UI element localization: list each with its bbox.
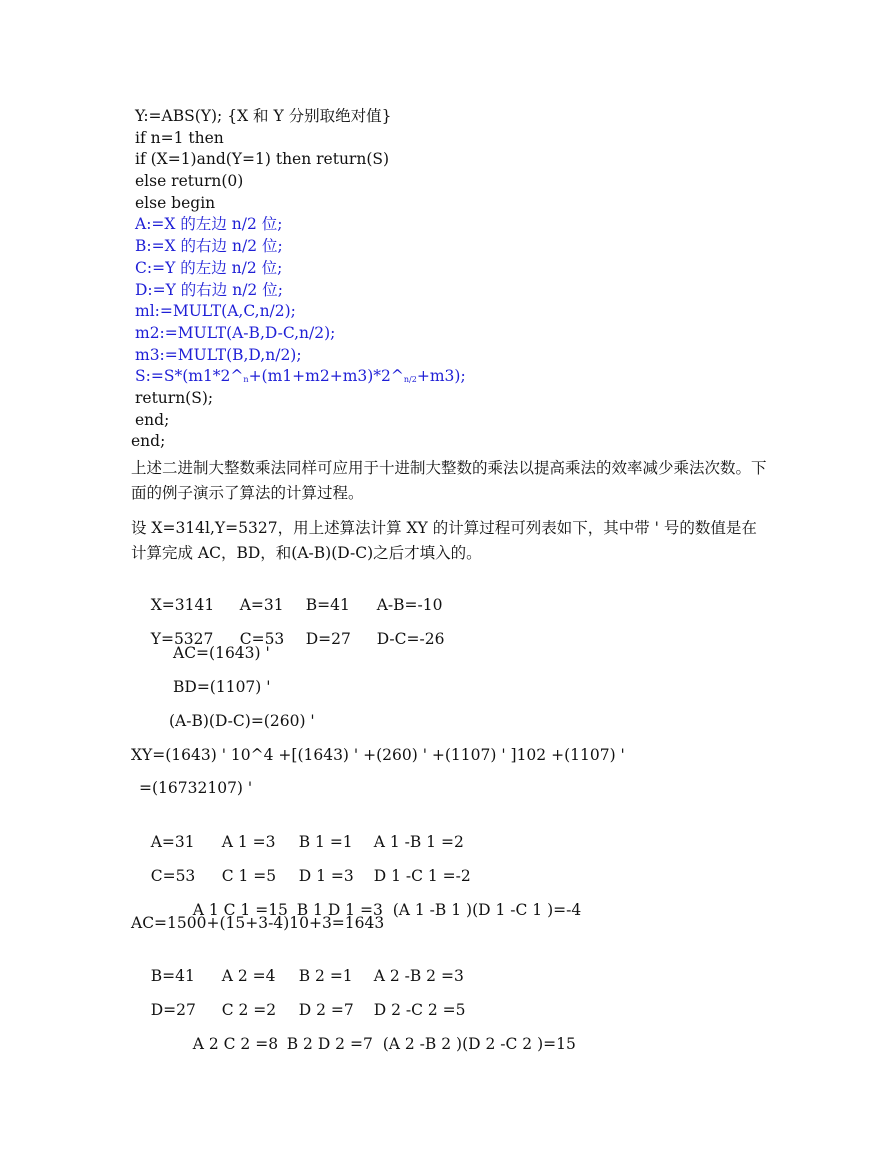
table-cell: D 2 =7: [298, 1001, 354, 1019]
table-cell: A=31: [239, 596, 284, 614]
formula-part: +m3);: [416, 367, 466, 386]
code-line-s-formula: [131, 366, 831, 388]
table-cell: B 1 =1: [298, 833, 353, 851]
code-line: m3:=MULT(B,D,n/2);: [135, 345, 302, 364]
code-line: Y:=ABS(Y); {X 和 Y 分别取绝对值}: [135, 107, 392, 125]
table-cell: C 1 =5: [221, 867, 277, 885]
table-cell: A-B=-10: [376, 596, 443, 614]
table-row: (A-B)(D-C)=(260) ': [169, 712, 315, 730]
table-row: AC=(1643) ': [173, 644, 270, 662]
table-cell: X=3141: [150, 596, 215, 614]
formula-subscript: n/2: [403, 375, 417, 385]
formula-part: S:=S*(m1*2^: [135, 367, 244, 386]
paragraph: 设 X=314l,Y=5327，用上述算法计算 XY 的计算过程可列表如下，其中带 ' 号的数值是在计算完成 AC，BD，和(A-B)(D-C)之后才填入的。: [131, 519, 757, 562]
table-cell: D=27: [150, 1001, 196, 1019]
table-cell: B 1 D 1 =3: [296, 901, 383, 919]
table-row: AC=1500+(15+3-4)10+3=1643: [131, 914, 385, 932]
table-cell: D 1 =3: [298, 867, 354, 885]
code-line: B:=X 的右边 n/2 位;: [135, 237, 283, 256]
table-row: [173, 1014, 576, 1074]
table-cell: Y=5327: [150, 630, 214, 648]
code-line: D:=Y 的右边 n/2 位;: [135, 280, 283, 299]
table-cell: C=53: [150, 867, 196, 885]
formula-subscript: n: [243, 375, 249, 385]
code-line: ml:=MULT(A,C,n/2);: [135, 302, 296, 321]
table-cell: B 2 =1: [298, 967, 353, 985]
table-cell: A 2 =4: [221, 967, 276, 985]
table-cell: (A 1 -B 1 )(D 1 -C 1 )=-4: [392, 901, 582, 919]
table-cell: A 2 -B 2 =3: [373, 967, 464, 985]
code-line: C:=Y 的左边 n/2 位;: [135, 258, 283, 277]
code-line: if n=1 then: [135, 128, 224, 147]
table-cell: D 1 -C 1 =-2: [373, 867, 471, 885]
table-cell: B=41: [150, 967, 195, 985]
table-cell: D 2 -C 2 =5: [373, 1001, 466, 1019]
code-line: else return(0): [135, 172, 244, 191]
code-line: end;: [131, 432, 166, 451]
table-cell: A 1 -B 1 =2: [373, 833, 464, 851]
table-cell: C=53: [239, 630, 285, 648]
code-line: return(S);: [135, 388, 214, 407]
table-row: BD=(1107) ': [173, 678, 271, 696]
table-cell: A=31: [150, 833, 195, 851]
table-row: XY=(1643) ' 10^4 +[(1643) ' +(260) ' +(1107) ' ]102 +(1107) ': [131, 746, 625, 764]
table-cell: D=27: [305, 630, 351, 648]
table-cell: A 1 =3: [221, 833, 276, 851]
table-cell: B=41: [305, 596, 350, 614]
formula-part: +(m1+m2+m3)*2^: [248, 367, 404, 386]
table-cell: (A 2 -B 2 )(D 2 -C 2 )=15: [382, 1035, 576, 1053]
code-line: if (X=1)and(Y=1) then return(S): [135, 150, 390, 169]
code-line: m2:=MULT(A-B,D-C,n/2);: [135, 323, 336, 342]
table-cell: D-C=-26: [376, 630, 445, 648]
pseudocode-block: [131, 106, 831, 453]
code-line: A:=X 的左边 n/2 位;: [135, 215, 283, 234]
table-row: =(16732107) ': [139, 779, 253, 797]
table-cell: A 1 C 1 =15: [192, 901, 288, 919]
code-line: end;: [135, 410, 170, 429]
paragraph: 上述二进制大整数乘法同样可应用于十进制大整数的乘法以提高乘法的效率减少乘法次数。下面的例子演示了算法的计算过程。: [131, 459, 767, 502]
table-cell: B 2 D 2 =7: [286, 1035, 373, 1053]
table-cell: C 2 =2: [221, 1001, 277, 1019]
table-cell: A 2 C 2 =8: [192, 1035, 279, 1053]
code-line: else begin: [135, 193, 216, 212]
